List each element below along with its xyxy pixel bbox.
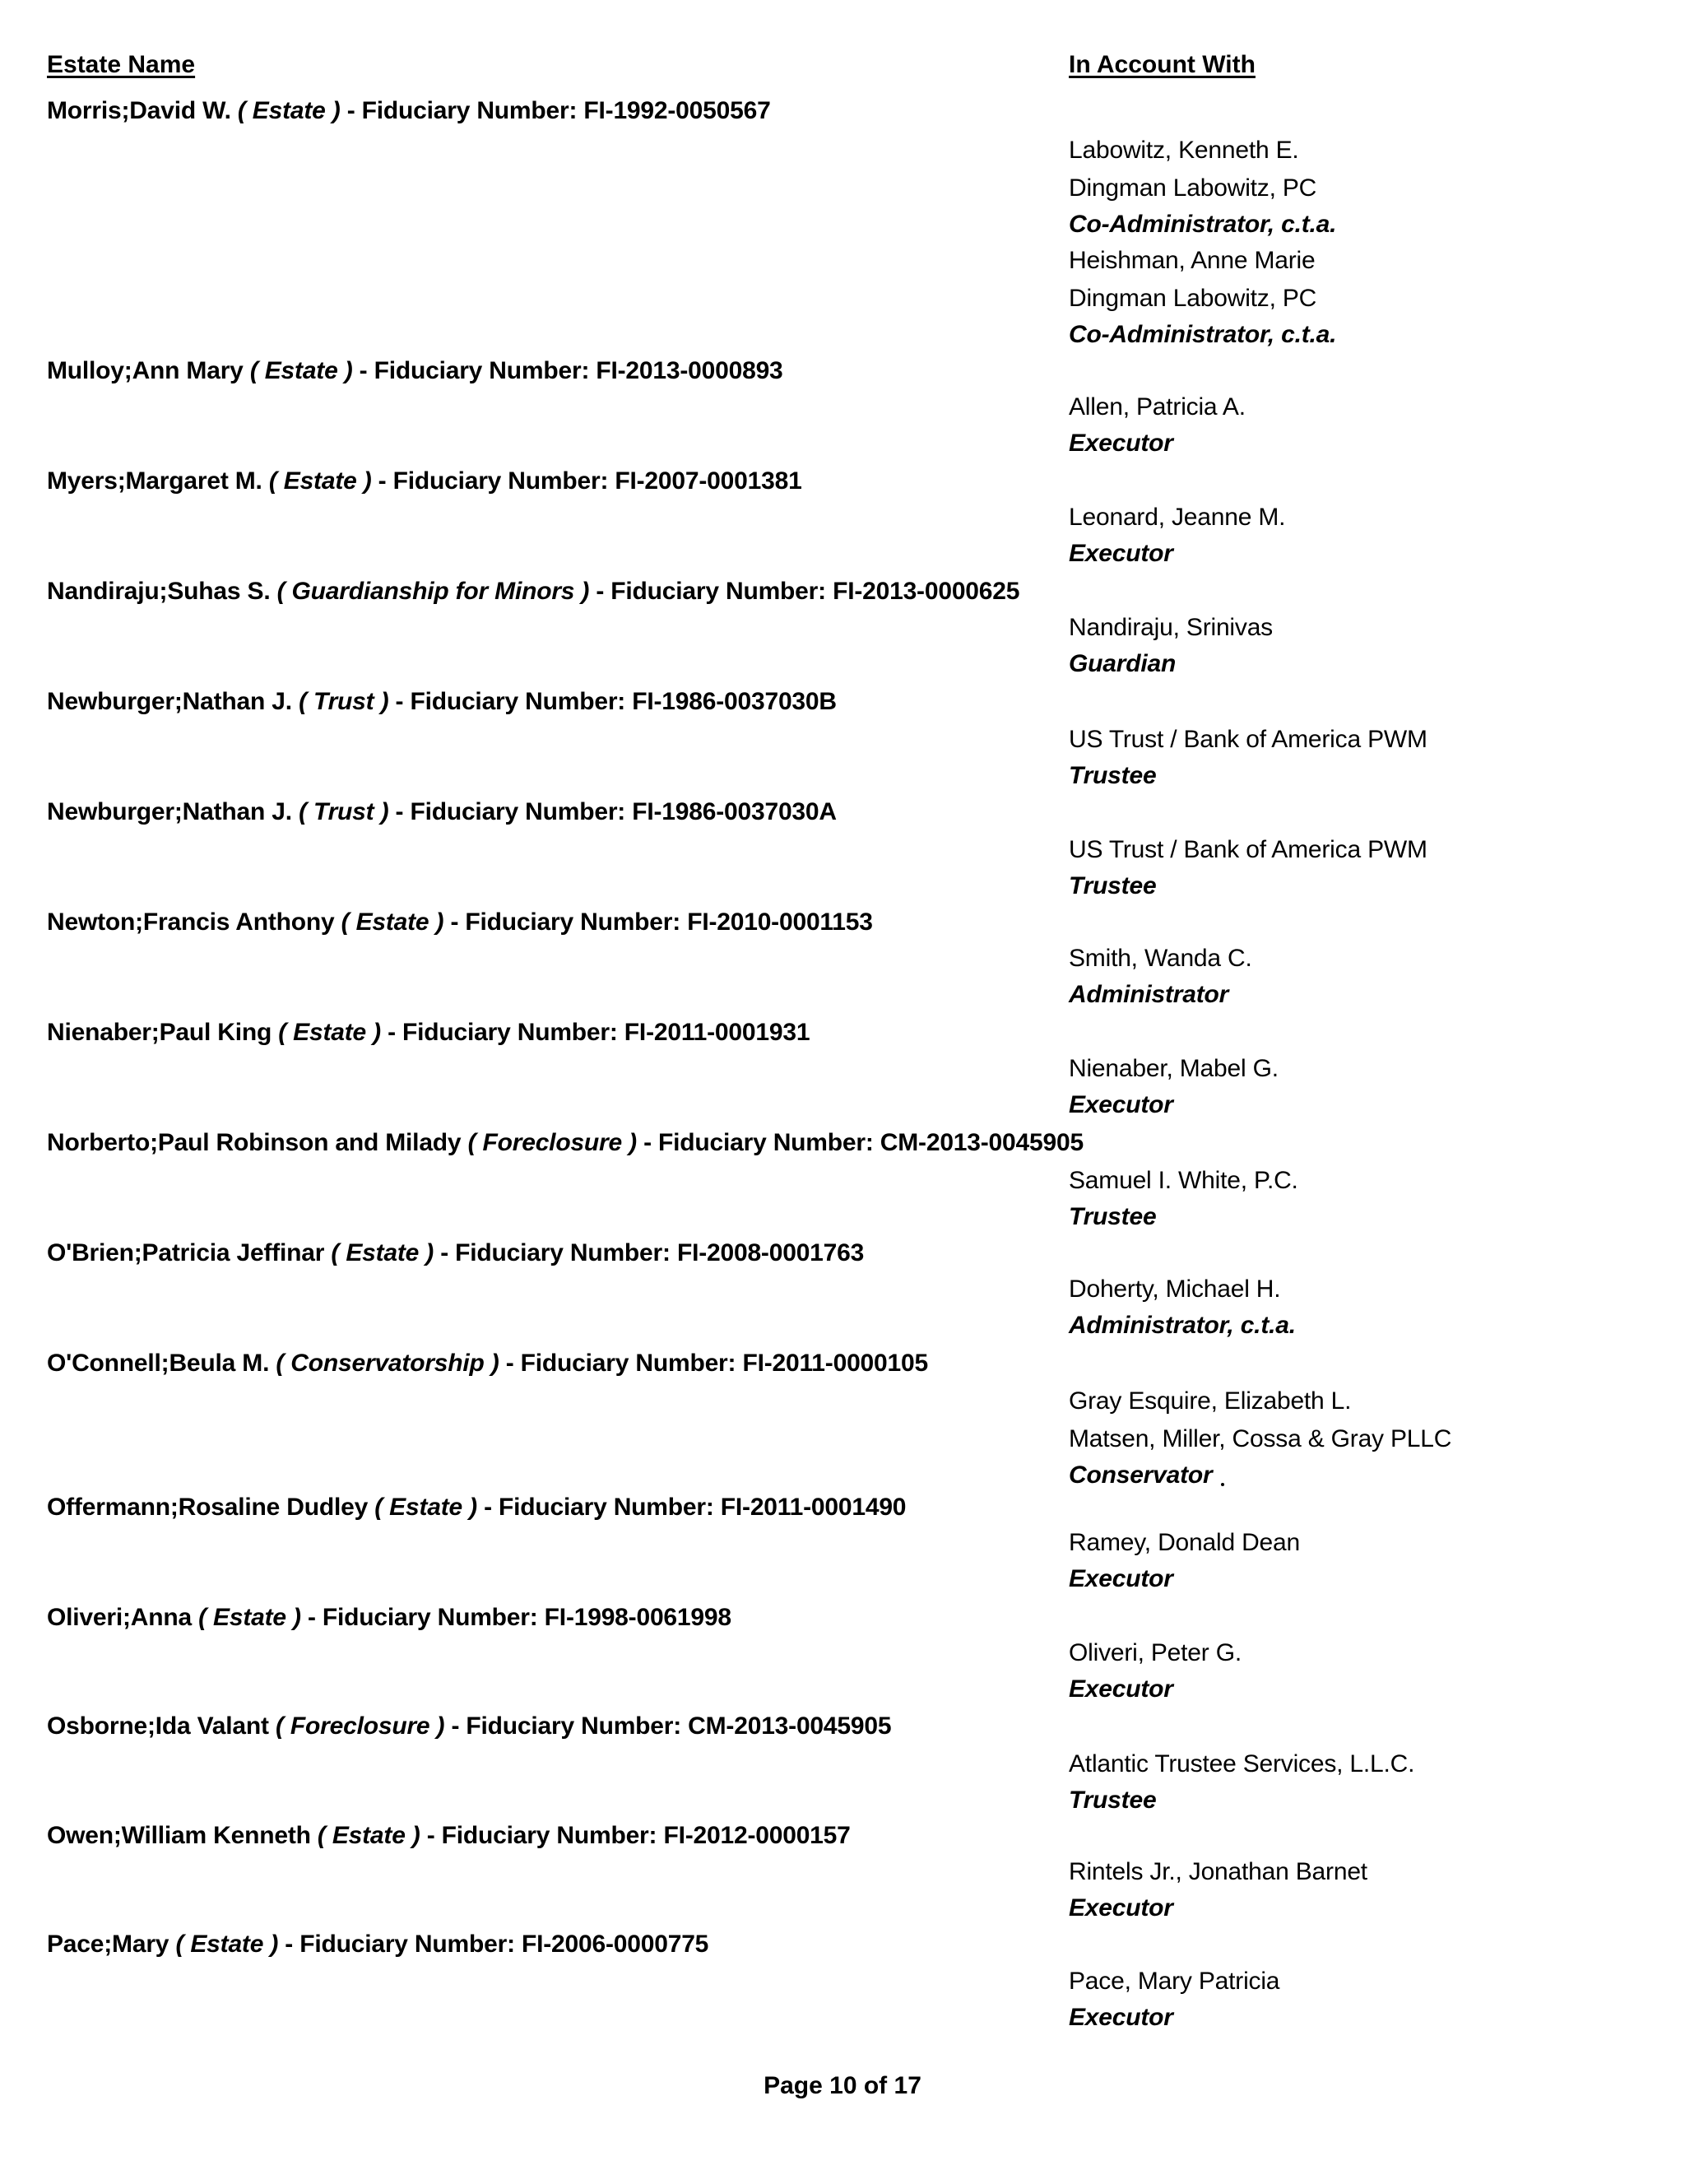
party-name: Smith, Wanda C. (1069, 945, 1252, 972)
estate-type: ( Estate ) (237, 97, 341, 124)
party-name: US Trust / Bank of America PWM (1069, 726, 1427, 753)
account-party-block (1069, 609, 1273, 681)
party-role: Executor (1069, 1894, 1173, 1921)
party-role: Trustee (1069, 872, 1157, 899)
estate-type: ( Conservatorship ) (276, 1350, 499, 1377)
estate-entry-line (47, 1822, 851, 1850)
account-party-block (1069, 388, 1246, 461)
estate-name: Oliveri;Anna (47, 1604, 192, 1631)
page-number: Page 10 of 17 (764, 2072, 921, 2099)
estate-entry-line (47, 1239, 864, 1267)
party-name: Leonard, Jeanne M. (1069, 504, 1286, 531)
account-party-block (1069, 1634, 1242, 1707)
estate-name: O'Brien;Patricia Jeffinar (47, 1239, 325, 1266)
fiduciary-number: - Fiduciary Number: FI-2007-0001381 (378, 467, 802, 495)
stray-mark (1221, 1483, 1224, 1486)
party-name: Nienaber, Mabel G. (1069, 1055, 1279, 1082)
party-role: Administrator (1069, 981, 1229, 1008)
party-name: Doherty, Michael H. (1069, 1276, 1281, 1303)
party-name: US Trust / Bank of America PWM (1069, 836, 1427, 863)
estate-name: Morris;David W. (47, 97, 231, 124)
estate-name: Offermann;Rosaline Dudley (47, 1494, 369, 1521)
estate-name: Norberto;Paul Robinson and Milady (47, 1129, 462, 1156)
estate-entry-line (47, 1129, 1084, 1157)
estate-name-column-header: Estate Name (47, 51, 196, 78)
account-party-block (1069, 1382, 1451, 1493)
party-name: Heishman, Anne Marie (1069, 247, 1316, 274)
party-role: Trustee (1069, 1203, 1157, 1230)
estate-entry-line (47, 1019, 810, 1047)
estate-type: ( Trust ) (299, 798, 389, 825)
fiduciary-number: - Fiduciary Number: FI-2013-0000893 (359, 357, 783, 384)
party-role: Trustee (1069, 762, 1157, 789)
estate-name: Nandiraju;Suhas S. (47, 578, 271, 605)
account-party-block (1069, 1050, 1279, 1122)
estate-type: ( Estate ) (374, 1494, 477, 1521)
estate-entry-line (47, 357, 783, 385)
account-party-block (1069, 132, 1336, 242)
fiduciary-number: - Fiduciary Number: FI-2013-0000625 (596, 578, 1020, 605)
estate-type: ( Foreclosure ) (467, 1129, 637, 1156)
party-name: Oliveri, Peter G. (1069, 1639, 1242, 1666)
fiduciary-number: - Fiduciary Number: FI-2011-0001931 (388, 1019, 810, 1046)
estate-entry-line (47, 1350, 928, 1378)
fiduciary-number: - Fiduciary Number: FI-2008-0001763 (440, 1239, 865, 1266)
estate-name: Newburger;Nathan J. (47, 688, 292, 715)
party-role: Executor (1069, 1675, 1173, 1703)
account-party-block (1069, 721, 1427, 793)
account-party-block (1069, 1524, 1300, 1596)
estate-name: Pace;Mary (47, 1931, 169, 1958)
estate-type: ( Foreclosure ) (275, 1712, 445, 1740)
estate-entry-line (47, 1712, 891, 1740)
party-name: Allen, Patricia A. (1069, 393, 1246, 421)
estate-entry-line (47, 467, 802, 495)
estate-type: ( Estate ) (331, 1239, 434, 1266)
account-party-block (1069, 1853, 1367, 1926)
fiduciary-number: - Fiduciary Number: CM-2013-0045905 (451, 1712, 892, 1740)
estate-entry-line (47, 798, 837, 826)
party-role: Administrator, c.t.a. (1069, 1312, 1296, 1339)
in-account-with-column-header: In Account With (1069, 51, 1256, 78)
account-party-block (1069, 1963, 1279, 2035)
account-party-block (1069, 831, 1427, 904)
fiduciary-number: - Fiduciary Number: FI-2011-0000105 (505, 1350, 928, 1377)
party-role: Executor (1069, 2004, 1173, 2031)
fiduciary-number: - Fiduciary Number: FI-1986-0037030B (395, 688, 837, 715)
estate-entry-line (47, 1604, 731, 1632)
account-party-block (1069, 940, 1252, 1012)
party-name: Atlantic Trustee Services, L.L.C. (1069, 1750, 1415, 1777)
estate-name: Osborne;Ida Valant (47, 1712, 269, 1740)
party-firm: Dingman Labowitz, PC (1069, 174, 1317, 202)
party-name: Rintels Jr., Jonathan Barnet (1069, 1858, 1367, 1885)
estate-entry-line (47, 1931, 708, 1959)
estate-type: ( Estate ) (175, 1931, 279, 1958)
estate-name: Owen;William Kenneth (47, 1822, 311, 1849)
estate-name: Mulloy;Ann Mary (47, 357, 244, 384)
estate-name: Nienaber;Paul King (47, 1019, 272, 1046)
estate-name: Myers;Margaret M. (47, 467, 262, 495)
party-role: Co-Administrator, c.t.a. (1069, 321, 1337, 348)
estate-entry-line (47, 97, 771, 125)
estate-type: ( Estate ) (268, 467, 372, 495)
estate-type: ( Estate ) (198, 1604, 301, 1631)
party-name: Labowitz, Kenneth E. (1069, 137, 1299, 164)
party-firm: Dingman Labowitz, PC (1069, 285, 1317, 312)
party-role: Executor (1069, 540, 1173, 567)
estate-type: ( Trust ) (299, 688, 389, 715)
party-role: Co-Administrator, c.t.a. (1069, 211, 1337, 238)
estate-entry-line (47, 578, 1019, 606)
estate-type: ( Estate ) (278, 1019, 381, 1046)
party-name: Samuel I. White, P.C. (1069, 1167, 1298, 1194)
account-party-block (1069, 499, 1285, 571)
fiduciary-number: - Fiduciary Number: FI-1992-0050567 (346, 97, 771, 124)
fiduciary-number: - Fiduciary Number: FI-2010-0001153 (450, 908, 873, 936)
party-role: Executor (1069, 1091, 1173, 1118)
account-party-block (1069, 242, 1336, 352)
party-role: Executor (1069, 1565, 1173, 1592)
fiduciary-number: - Fiduciary Number: FI-1998-0061998 (307, 1604, 731, 1631)
party-name: Gray Esquire, Elizabeth L. (1069, 1387, 1352, 1415)
fiduciary-number: - Fiduciary Number: FI-2006-0000775 (285, 1931, 709, 1958)
account-party-block (1069, 1162, 1298, 1234)
fiduciary-number: - Fiduciary Number: FI-1986-0037030A (395, 798, 837, 825)
estate-type: ( Guardianship for Minors ) (276, 578, 590, 605)
account-party-block (1069, 1745, 1414, 1818)
estate-type: ( Estate ) (341, 908, 444, 936)
party-role: Conservator (1069, 1461, 1213, 1489)
estate-name: Newburger;Nathan J. (47, 798, 292, 825)
estate-type: ( Estate ) (317, 1822, 420, 1849)
party-firm: Matsen, Miller, Cossa & Gray PLLC (1069, 1425, 1452, 1452)
estate-name: O'Connell;Beula M. (47, 1350, 270, 1377)
fiduciary-number: - Fiduciary Number: FI-2012-0000157 (426, 1822, 851, 1849)
estate-type: ( Estate ) (249, 357, 353, 384)
party-name: Nandiraju, Srinivas (1069, 614, 1273, 641)
estate-entry-line (47, 688, 837, 716)
fiduciary-number: - Fiduciary Number: CM-2013-0045905 (643, 1129, 1084, 1156)
fiduciary-number: - Fiduciary Number: FI-2011-0001490 (484, 1494, 907, 1521)
estate-name: Newton;Francis Anthony (47, 908, 335, 936)
party-role: Guardian (1069, 650, 1177, 677)
party-role: Executor (1069, 430, 1173, 457)
estate-entry-line (47, 1494, 906, 1522)
account-party-block (1069, 1271, 1296, 1343)
party-name: Ramey, Donald Dean (1069, 1529, 1300, 1556)
party-role: Trustee (1069, 1787, 1157, 1814)
estate-entry-line (47, 908, 873, 936)
party-name: Pace, Mary Patricia (1069, 1968, 1280, 1995)
